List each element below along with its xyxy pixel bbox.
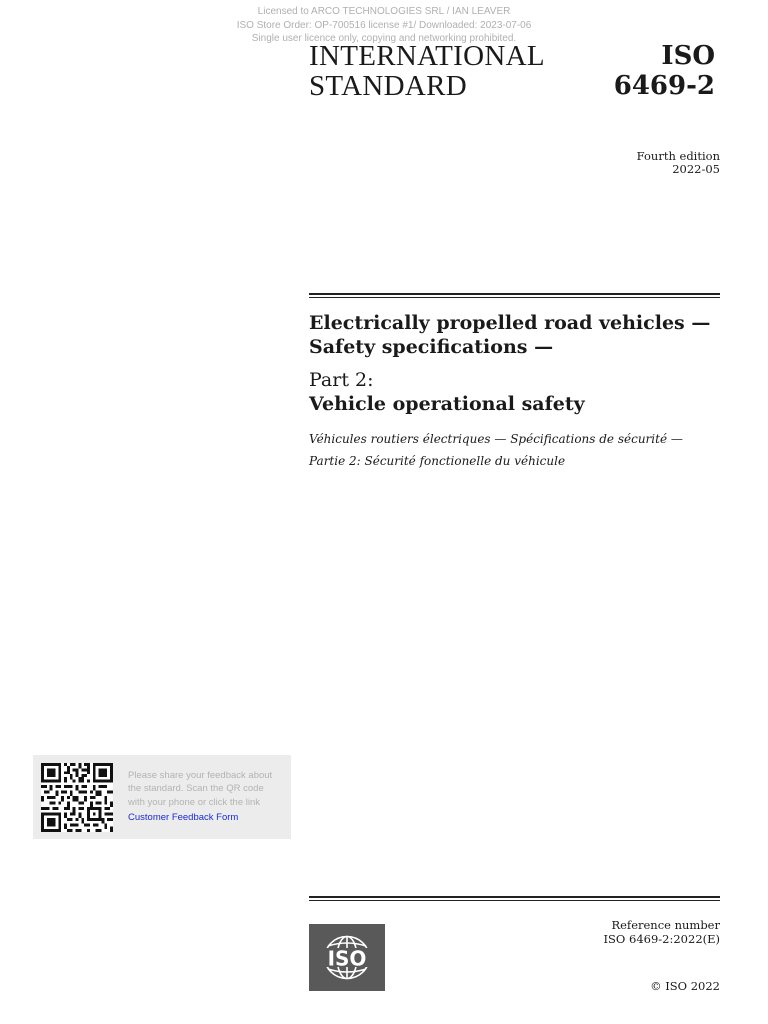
document-type-line-2: STANDARD bbox=[309, 70, 467, 102]
license-line-2: ISO Store Order: OP-700516 license #1/ Downloaded: 2023-07-06 bbox=[236, 19, 532, 31]
edition-info bbox=[637, 150, 720, 176]
document-number bbox=[614, 41, 715, 101]
french-title-line-2: Partie 2: Sécurité fonctionelle du véhicule bbox=[309, 454, 566, 468]
french-title-line-1: Véhicules routiers électriques — Spécifications de sécurité — bbox=[309, 432, 683, 446]
reference-number: ISO 6469-2:2022(E) bbox=[603, 932, 720, 946]
iso-logo-icon bbox=[309, 924, 385, 991]
main-title bbox=[309, 311, 729, 359]
main-title-line-2: Safety specifications — bbox=[309, 336, 554, 358]
feedback-line-1: Please share your feedback about bbox=[128, 770, 273, 781]
copyright-notice: © ISO 2022 bbox=[650, 979, 720, 993]
iso-logo-text: ISO bbox=[327, 946, 367, 971]
part-title: Vehicle operational safety bbox=[309, 393, 585, 415]
document-type-line-1: INTERNATIONAL bbox=[309, 40, 545, 72]
document-number-line-1: ISO bbox=[661, 41, 715, 71]
qr-code-icon[interactable] bbox=[41, 763, 113, 832]
french-title bbox=[309, 428, 729, 472]
edition-date: 2022-05 bbox=[672, 162, 720, 176]
edition-label: Fourth edition bbox=[636, 149, 720, 163]
part-label: Part 2: bbox=[309, 369, 374, 391]
title-top-rule bbox=[309, 293, 720, 298]
feedback-line-3: with your phone or click the link bbox=[128, 796, 261, 808]
customer-feedback-form-link[interactable]: Customer Feedback Form bbox=[128, 812, 239, 823]
feedback-box bbox=[33, 755, 291, 839]
feedback-line-2: the standard. Scan the QR code bbox=[128, 783, 264, 795]
document-type bbox=[309, 41, 545, 101]
main-title-line-1: Electrically propelled road vehicles — bbox=[309, 312, 711, 334]
document-number-line-2: 6469-2 bbox=[613, 71, 715, 101]
reference-label: Reference number bbox=[611, 918, 720, 932]
license-line-3: Single user licence only, copying and networking prohibited. bbox=[251, 33, 517, 44]
footer-top-rule bbox=[309, 896, 720, 901]
feedback-instructions bbox=[128, 769, 290, 809]
license-line-1: Licensed to ARCO TECHNOLOGIES SRL / IAN LEAVER bbox=[257, 6, 511, 17]
